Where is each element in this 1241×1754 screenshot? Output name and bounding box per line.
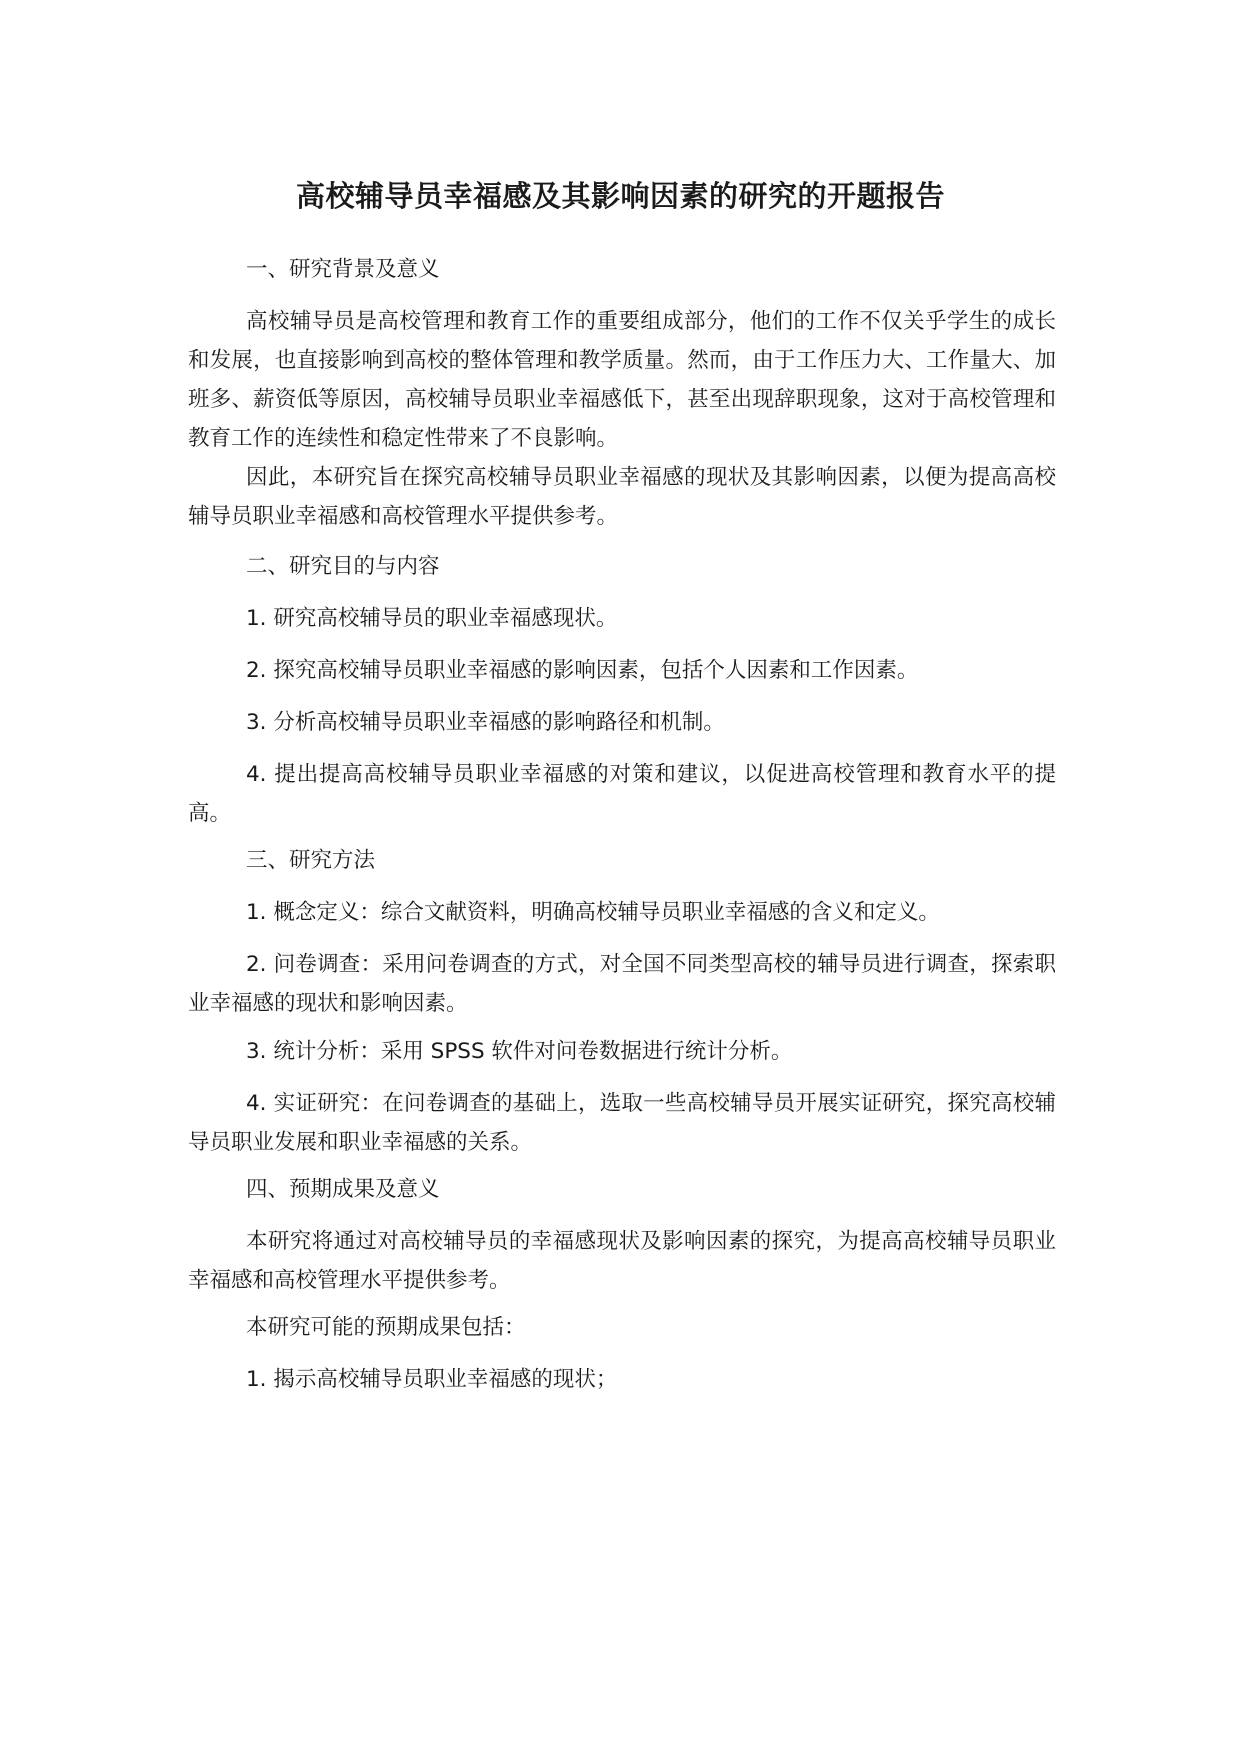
list-item: 4. 提出提高高校辅导员职业幸福感的对策和建议，以促进高校管理和教育水平的提高。 xyxy=(188,762,1056,826)
list-item: 1. 概念定义：综合文献资料，明确高校辅导员职业幸福感的含义和定义。 xyxy=(246,900,940,925)
body-paragraph: 因此，本研究旨在探究高校辅导员职业幸福感的现状及其影响因素，以便为提高高校辅导员职业幸福感和高校管理水平提供参考。 xyxy=(188,465,1056,529)
section-heading: 一、研究背景及意义 xyxy=(246,257,440,282)
body-paragraph: 本研究可能的预期成果包括： xyxy=(246,1315,526,1340)
list-item: 1. 研究高校辅导员的职业幸福感现状。 xyxy=(246,606,618,631)
list-item: 1. 揭示高校辅导员职业幸福感的现状； xyxy=(246,1367,618,1392)
document-title: 高校辅导员幸福感及其影响因素的研究的开题报告 xyxy=(295,179,945,213)
body-paragraph: 本研究将通过对高校辅导员的幸福感现状及影响因素的探究，为提高高校辅导员职业幸福感和高校管理水平提供参考。 xyxy=(188,1229,1056,1293)
section-heading: 二、研究目的与内容 xyxy=(246,554,440,579)
list-item: 2. 探究高校辅导员职业幸福感的影响因素，包括个人因素和工作因素。 xyxy=(246,658,919,683)
list-item: 4. 实证研究：在问卷调查的基础上，选取一些高校辅导员开展实证研究，探究高校辅导员职业发展和职业幸福感的关系。 xyxy=(188,1091,1056,1155)
body-paragraph: 高校辅导员是高校管理和教育工作的重要组成部分，他们的工作不仅关乎学生的成长和发展，也直接影响到高校的整体管理和教学质量。然而，由于工作压力大、工作量大、加班多、薪资低等原因，高校辅导员职业幸福感低下，甚至出现辞职现象，这对于高校管理和教育工作的连续性和稳定性带来了不良影响。 xyxy=(188,309,1056,451)
list-item: 3. 分析高校辅导员职业幸福感的影响路径和机制。 xyxy=(246,710,725,735)
list-item: 2. 问卷调查：采用问卷调查的方式，对全国不同类型高校的辅导员进行调查，探索职业幸福感的现状和影响因素。 xyxy=(188,952,1056,1016)
list-item: 3. 统计分析：采用 SPSS 软件对问卷数据进行统计分析。 xyxy=(246,1039,793,1064)
section-heading: 三、研究方法 xyxy=(246,848,376,873)
section-heading: 四、预期成果及意义 xyxy=(246,1177,440,1202)
